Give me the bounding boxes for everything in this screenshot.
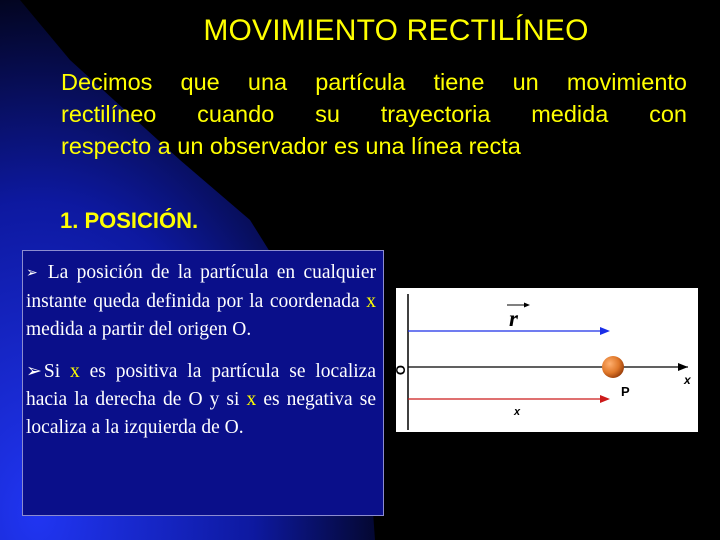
axis-label: x	[684, 373, 691, 387]
bullet-1-text-after: medida a partir del origen O.	[26, 319, 252, 340]
intro-line-1: Decimos que una partícula tiene un movimiento	[61, 69, 687, 95]
intro-line-2: rectilíneo cuando su trayectoria medida con	[61, 101, 687, 127]
coordinate-label: x	[514, 406, 521, 418]
bullet-2-text-b: es positiva la partícula se localiza hacia la derecha de O y si	[26, 361, 376, 410]
origin-label: O	[393, 364, 408, 376]
section-heading: 1. POSICIÓN.	[60, 208, 199, 233]
slide-title: MOVIMIENTO RECTILÍNEO	[203, 14, 589, 47]
intro-line-3: respecto a un observador es una línea recta	[61, 133, 521, 159]
bullet-2-variable-b: x	[246, 389, 257, 410]
position-diagram-svg	[393, 288, 698, 432]
vector-overarrow-head	[524, 303, 530, 308]
bullet-2-variable-a: x	[70, 361, 80, 382]
bullet-1-text-before: La posición de la partícula en cualquier instante queda definida por la coordenada	[26, 262, 376, 312]
bullet-2-text-a: Si	[43, 361, 71, 382]
bullet-2-text-c: es negativa se localiza a la izquierda de O.	[26, 389, 376, 438]
explanation-text-box	[22, 250, 384, 516]
bullet-1-variable: x	[366, 291, 376, 312]
coordinate-arrowhead	[600, 395, 610, 403]
point-label: P	[621, 384, 630, 399]
bullet-item-position	[26, 259, 376, 344]
intro-paragraph	[61, 66, 687, 162]
x-axis-arrowhead	[678, 363, 688, 371]
position-vector-arrowhead	[600, 327, 610, 335]
arrowhead-bullet-icon: ➢	[26, 361, 42, 382]
arrowhead-bullet-icon: ➢	[26, 266, 38, 281]
particle-ball	[602, 356, 624, 378]
vector-label: r	[509, 306, 518, 331]
bullet-item-sign	[26, 358, 376, 442]
position-diagram	[393, 288, 698, 432]
